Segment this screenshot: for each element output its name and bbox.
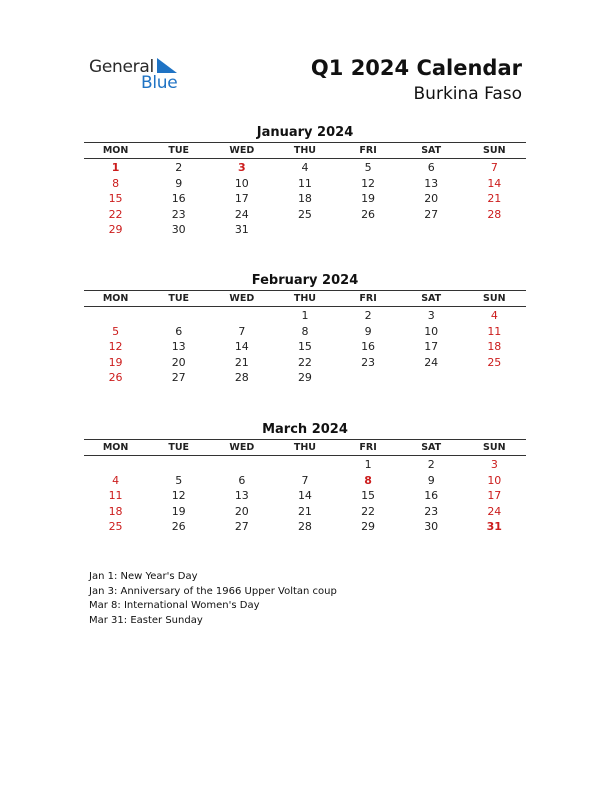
day-cell: 2 <box>364 309 372 322</box>
week-row <box>84 370 526 386</box>
day-cell: 31 <box>234 223 249 237</box>
day-cell: 27 <box>171 371 186 385</box>
day-cell: 10 <box>424 324 439 338</box>
empty-day-cell <box>210 457 273 473</box>
weekday-label: THU <box>293 293 317 304</box>
weekday-label: SAT <box>421 442 442 453</box>
day-cell: 31 <box>486 520 502 534</box>
day-cell: 23 <box>424 504 439 518</box>
day-cell: 20 <box>234 504 249 518</box>
weekday-label: SUN <box>483 145 506 156</box>
weekday-label: WED <box>229 293 255 304</box>
week-row <box>84 457 526 473</box>
weekday-label: THU <box>293 442 317 453</box>
day-cell: 13 <box>171 340 186 354</box>
day-cell: 18 <box>487 340 502 354</box>
day-cell: 24 <box>234 207 249 221</box>
day-cell: 7 <box>490 161 498 174</box>
day-cell: 28 <box>234 371 249 385</box>
day-cell: 18 <box>108 504 123 518</box>
day-cell: 28 <box>487 207 502 221</box>
month-title: February 2024 <box>251 273 359 288</box>
day-cell: 27 <box>424 207 439 221</box>
day-cell: 25 <box>487 355 502 369</box>
day-cell: 26 <box>108 371 123 385</box>
day-cell: 21 <box>487 192 502 206</box>
empty-day-cell <box>84 308 147 324</box>
day-cell: 30 <box>171 223 186 237</box>
holiday-note: Mar 8: International Women's Day <box>89 600 260 611</box>
day-cell: 22 <box>108 207 123 221</box>
day-cell: 25 <box>108 520 123 534</box>
day-cell: 6 <box>175 324 183 338</box>
empty-day-cell <box>147 457 210 473</box>
day-cell: 1 <box>111 161 120 174</box>
day-cell: 18 <box>297 192 312 206</box>
weekday-header <box>84 143 526 159</box>
logo <box>89 57 189 93</box>
weekday-label: TUE <box>168 442 190 453</box>
day-cell: 8 <box>364 473 372 487</box>
day-cell: 23 <box>171 207 186 221</box>
day-cell: 6 <box>427 161 435 174</box>
day-cell: 29 <box>108 223 123 237</box>
day-cell: 1 <box>364 458 372 471</box>
day-cell: 15 <box>297 340 312 354</box>
empty-day-cell <box>463 370 526 386</box>
weekday-label: TUE <box>168 293 190 304</box>
day-cell: 6 <box>238 473 246 487</box>
weekday-header <box>84 291 526 307</box>
country-name: Burkina Faso <box>413 84 522 104</box>
page-title: Q1 2024 Calendar <box>310 56 522 80</box>
day-cell: 16 <box>171 192 186 206</box>
day-cell: 23 <box>361 355 376 369</box>
day-cell: 2 <box>427 458 435 471</box>
day-cell: 24 <box>424 355 439 369</box>
empty-day-cell <box>400 222 463 238</box>
month-title: January 2024 <box>256 125 354 140</box>
weekday-label: TUE <box>168 145 190 156</box>
day-cell: 19 <box>361 192 376 206</box>
weekday-label: FRI <box>359 442 377 453</box>
day-cell: 15 <box>108 192 123 206</box>
weekday-label: SUN <box>483 442 506 453</box>
day-cell: 4 <box>490 309 498 322</box>
day-cell: 19 <box>171 504 186 518</box>
day-cell: 24 <box>487 504 502 518</box>
day-cell: 7 <box>238 324 246 338</box>
day-cell: 26 <box>361 207 376 221</box>
week-row <box>84 207 526 223</box>
day-cell: 11 <box>487 324 502 338</box>
holiday-note: Jan 1: New Year's Day <box>89 571 198 582</box>
week-row <box>84 160 526 176</box>
empty-day-cell <box>463 222 526 238</box>
logo-word-blue: Blue <box>141 73 178 93</box>
weekday-label: WED <box>229 145 255 156</box>
empty-day-cell <box>147 308 210 324</box>
day-cell: 9 <box>427 473 435 487</box>
day-cell: 30 <box>424 520 439 534</box>
day-cell: 5 <box>175 473 183 487</box>
day-cell: 2 <box>175 161 183 174</box>
day-cell: 13 <box>234 489 249 503</box>
day-cell: 12 <box>108 340 123 354</box>
day-cell: 10 <box>234 176 249 190</box>
month-january <box>84 124 526 238</box>
day-cell: 21 <box>234 355 249 369</box>
weekday-label: FRI <box>359 293 377 304</box>
day-cell: 12 <box>361 176 376 190</box>
day-cell: 10 <box>487 473 502 487</box>
day-cell: 5 <box>364 161 372 174</box>
day-cell: 3 <box>237 161 246 174</box>
day-cell: 22 <box>361 504 376 518</box>
day-cell: 8 <box>112 176 120 190</box>
day-cell: 3 <box>490 458 498 471</box>
day-cell: 17 <box>487 489 502 503</box>
week-row <box>84 222 526 238</box>
weekday-label: SAT <box>421 293 442 304</box>
week-row <box>84 324 526 340</box>
day-cell: 1 <box>301 309 309 322</box>
weekday-label: FRI <box>359 145 377 156</box>
day-cell: 4 <box>112 473 120 487</box>
weekday-label: THU <box>293 145 317 156</box>
day-cell: 20 <box>424 192 439 206</box>
weekday-label: SUN <box>483 293 506 304</box>
day-cell: 11 <box>297 176 312 190</box>
day-cell: 16 <box>361 340 376 354</box>
logo-word-general: General <box>89 57 154 77</box>
day-cell: 20 <box>171 355 186 369</box>
day-cell: 17 <box>424 340 439 354</box>
weekday-header <box>84 440 526 456</box>
day-cell: 29 <box>297 371 312 385</box>
weekday-label: WED <box>229 442 255 453</box>
day-cell: 17 <box>234 192 249 206</box>
weekday-label: MON <box>102 145 129 156</box>
day-cell: 11 <box>108 489 123 503</box>
day-cell: 5 <box>112 324 120 338</box>
day-cell: 21 <box>297 504 312 518</box>
weekday-label: MON <box>102 442 129 453</box>
day-cell: 19 <box>108 355 123 369</box>
month-title: March 2024 <box>262 422 348 437</box>
empty-day-cell <box>337 370 400 386</box>
logo-triangle-icon <box>157 58 179 74</box>
day-cell: 12 <box>171 489 186 503</box>
weekday-label: MON <box>102 293 129 304</box>
empty-day-cell <box>400 370 463 386</box>
weekday-label: SAT <box>421 145 442 156</box>
day-cell: 29 <box>361 520 376 534</box>
day-cell: 7 <box>301 473 309 487</box>
month-february <box>84 272 526 386</box>
month-march <box>84 421 526 535</box>
day-cell: 28 <box>297 520 312 534</box>
day-cell: 25 <box>297 207 312 221</box>
day-cell: 4 <box>301 161 309 174</box>
day-cell: 14 <box>297 489 312 503</box>
week-row <box>84 504 526 520</box>
day-cell: 8 <box>301 324 309 338</box>
empty-day-cell <box>337 222 400 238</box>
holiday-note: Mar 31: Easter Sunday <box>89 614 203 626</box>
empty-day-cell <box>210 308 273 324</box>
day-cell: 14 <box>234 340 249 354</box>
week-row <box>84 355 526 371</box>
holiday-notes <box>89 570 337 628</box>
week-row <box>84 473 526 489</box>
day-cell: 22 <box>297 355 312 369</box>
day-cell: 9 <box>364 324 372 338</box>
day-cell: 13 <box>424 176 439 190</box>
empty-day-cell <box>273 457 336 473</box>
week-row <box>84 339 526 355</box>
week-row <box>84 191 526 207</box>
empty-day-cell <box>273 222 336 238</box>
week-row <box>84 488 526 504</box>
day-cell: 14 <box>487 176 502 190</box>
day-cell: 15 <box>361 489 376 503</box>
week-row <box>84 519 526 535</box>
week-row <box>84 308 526 324</box>
day-cell: 3 <box>427 309 435 322</box>
day-cell: 9 <box>175 176 183 190</box>
empty-day-cell <box>84 457 147 473</box>
day-cell: 27 <box>234 520 249 534</box>
week-row <box>84 176 526 192</box>
day-cell: 26 <box>171 520 186 534</box>
holiday-note: Jan 3: Anniversary of the 1966 Upper Voltan coup <box>89 585 337 597</box>
day-cell: 16 <box>424 489 439 503</box>
